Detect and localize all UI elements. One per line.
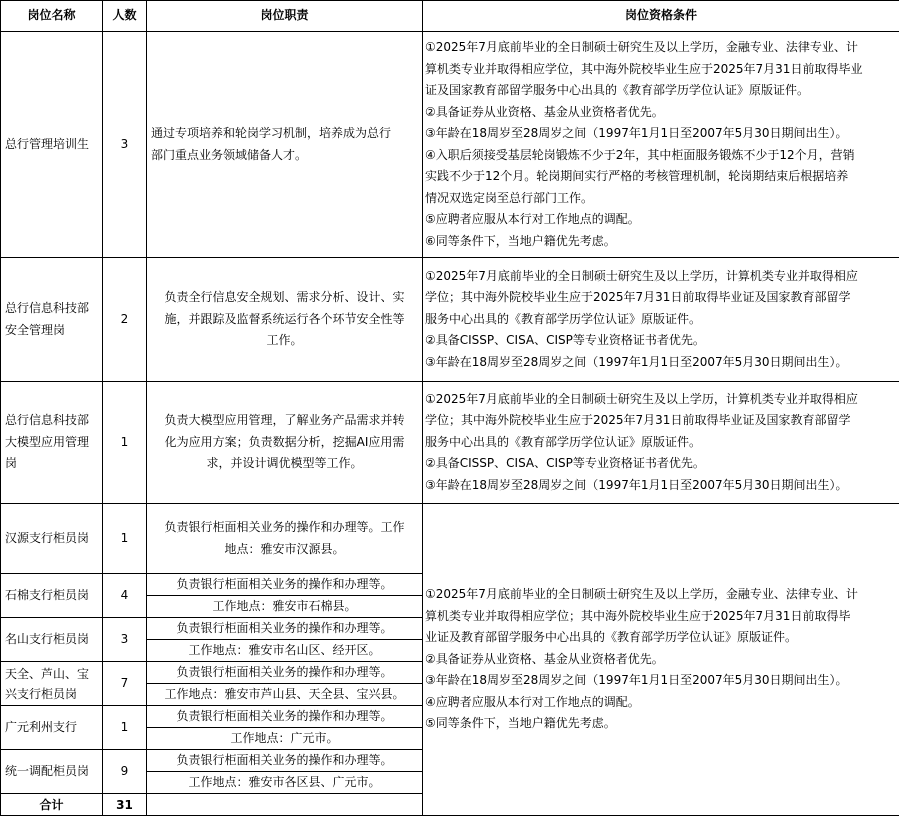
duty-line: 施，并跟踪及监督系统运行各个环节安全性等 [164, 311, 405, 326]
req-line: ⑤同等条件下，当地户籍优先考虑。 [425, 716, 616, 731]
duty-line: 负责银行柜面相关业务的操作和办理等。 [147, 574, 422, 596]
position-name: 广元利州支行 [1, 706, 103, 750]
req-line: 算机类专业并取得相应学位；其中海外院校毕业生应于2025年7月31日前取得毕 [425, 608, 851, 623]
req-line: 证及国家教育部留学服务中心出具的《教育部学历学位认证》原版证件。 [425, 83, 810, 97]
req-line: 算机类专业并取得相应学位，其中海外院校毕业生应于2025年7月31日前取得毕业 [425, 61, 863, 76]
duty-line: 化为应用方案；负责数据分析，挖掘AI应用需 [164, 434, 405, 449]
table-row [1, 32, 899, 258]
duty-line: 负责银行柜面相关业务的操作和办理等。 [147, 750, 422, 772]
duty-line: 地点：雅安市汉源县。 [224, 541, 345, 556]
duty-line: 负责大模型应用管理，了解业务产品需求并转 [164, 413, 405, 428]
position-name: 总行信息科技部大模型应用管理岗 [1, 382, 103, 504]
duty-line: 工作。 [266, 333, 303, 348]
table-row [1, 258, 899, 382]
req-line: 服务中心出具的《教育部学历学位认证》原版证件。 [425, 434, 702, 449]
duty-line: 负责银行柜面相关业务的操作和办理等。 [147, 618, 422, 640]
position-duty [147, 574, 423, 618]
req-line: ①2025年7月底前毕业的全日制硕士研究生及以上学历，金融专业、法律专业、计 [425, 587, 858, 602]
header-qualifications: 岗位资格条件 [423, 1, 899, 32]
req-line: ①2025年7月底前毕业的全日制硕士研究生及以上学历，计算机类专业并取得相应 [425, 268, 858, 283]
req-line: ①2025年7月底前毕业的全日制硕士研究生及以上学历，计算机类专业并取得相应 [425, 391, 858, 406]
req-line: ②具备CISSP、CISA、CISP等专业资格证书者优先。 [425, 456, 705, 471]
position-name: 石棉支行柜员岗 [1, 574, 103, 618]
header-row [1, 1, 899, 32]
req-line: ③年龄在18周岁至28周岁之间（1997年1月1日至2007年5月30日期间出生）。 [425, 126, 848, 140]
req-line: 学位；其中海外院校毕业生应于2025年7月31日前取得毕业证及国家教育部留学 [425, 413, 851, 428]
teller-requirements [423, 504, 899, 816]
position-duty [147, 258, 423, 382]
req-line: 实践不少于12个月。轮岗期间实行严格的考核管理机制，轮岗期结束后根据培养 [425, 169, 849, 183]
req-line: 服务中心出具的《教育部学历学位认证》原版证件。 [425, 311, 702, 326]
total-empty-cell [147, 794, 423, 816]
position-requirements [423, 382, 899, 504]
duty-line: 通过专项培养和轮岗学习机制，培养成为总行 [151, 126, 392, 140]
position-name: 总行管理培训生 [1, 32, 103, 258]
position-name: 汉源支行柜员岗 [1, 504, 103, 574]
duty-line: 工作地点：广元市。 [230, 731, 339, 745]
duty-line: 负责银行柜面相关业务的操作和办理等。工作 [164, 520, 405, 534]
total-count: 31 [103, 794, 147, 816]
position-name: 天全、芦山、宝兴支行柜员岗 [1, 662, 103, 706]
position-count: 1 [103, 504, 147, 574]
position-count: 3 [103, 618, 147, 662]
position-name: 名山支行柜员岗 [1, 618, 103, 662]
duty-line: 求，并设计调优模型等工作。 [206, 456, 363, 471]
req-line: ③年龄在18周岁至28周岁之间（1997年1月1日至2007年5月30日期间出生）。 [425, 354, 848, 369]
position-duty [147, 618, 423, 662]
table-row [1, 382, 899, 504]
total-label: 合计 [1, 794, 103, 816]
req-line: ③年龄在18周岁至28周岁之间（1997年1月1日至2007年5月30日期间出生）。 [425, 673, 848, 688]
req-line: ②具备CISSP、CISA、CISP等专业资格证书者优先。 [425, 333, 705, 348]
req-line: ①2025年7月底前毕业的全日制硕士研究生及以上学历，金融专业、法律专业、计 [425, 40, 858, 54]
duty-line: 负责全行信息安全规划、需求分析、设计、实 [164, 290, 405, 305]
duty-line: 负责银行柜面相关业务的操作和办理等。 [147, 662, 422, 684]
req-line: ⑥同等条件下，当地户籍优先考虑。 [425, 233, 616, 248]
position-duty [147, 706, 423, 750]
header-count: 人数 [103, 1, 147, 32]
position-count: 4 [103, 574, 147, 618]
req-line: ②具备证券从业资格、基金从业资格者优先。 [425, 104, 664, 119]
duty-line: 部门重点业务领域储备人才。 [151, 147, 308, 162]
req-line: ③年龄在18周岁至28周岁之间（1997年1月1日至2007年5月30日期间出生）。 [425, 477, 848, 492]
table-row [1, 504, 899, 574]
position-duty [147, 504, 423, 574]
duty-line: 工作地点：雅安市名山区、经开区。 [188, 643, 381, 657]
duty-line: 负责银行柜面相关业务的操作和办理等。 [147, 706, 422, 728]
position-duty [147, 32, 423, 258]
req-line: 业证及教育部留学服务中心出具的《教育部学历学位认证》原版证件。 [425, 630, 798, 645]
req-line: ②具备证券从业资格、基金从业资格者优先。 [425, 651, 664, 666]
header-duties: 岗位职责 [147, 1, 423, 32]
position-count: 1 [103, 706, 147, 750]
duty-line: 工作地点：雅安市芦山县、天全县、宝兴县。 [164, 687, 405, 701]
position-requirements [423, 32, 899, 258]
position-name: 总行信息科技部安全管理岗 [1, 258, 103, 382]
position-count: 9 [103, 750, 147, 794]
duty-line: 工作地点：雅安市石棉县。 [212, 599, 357, 613]
position-count: 3 [103, 32, 147, 258]
req-line: ④入职后须接受基层轮岗锻炼不少于2年，其中柜面服务锻炼不少于12个月，营销 [425, 147, 855, 162]
req-line: 情况双选定岗至总行部门工作。 [425, 190, 594, 205]
position-requirements [423, 258, 899, 382]
duty-line: 工作地点：雅安市各区县、广元市。 [188, 775, 381, 789]
position-duty [147, 382, 423, 504]
position-name: 统一调配柜员岗 [1, 750, 103, 794]
position-count: 1 [103, 382, 147, 504]
header-position-name: 岗位名称 [1, 1, 103, 32]
req-line: ⑤应聘者应服从本行对工作地点的调配。 [425, 212, 640, 226]
position-duty [147, 750, 423, 794]
position-count: 2 [103, 258, 147, 382]
position-duty [147, 662, 423, 706]
req-line: ④应聘者应服从本行对工作地点的调配。 [425, 694, 640, 709]
req-line: 学位；其中海外院校毕业生应于2025年7月31日前取得毕业证及国家教育部留学 [425, 290, 851, 305]
position-count: 7 [103, 662, 147, 706]
